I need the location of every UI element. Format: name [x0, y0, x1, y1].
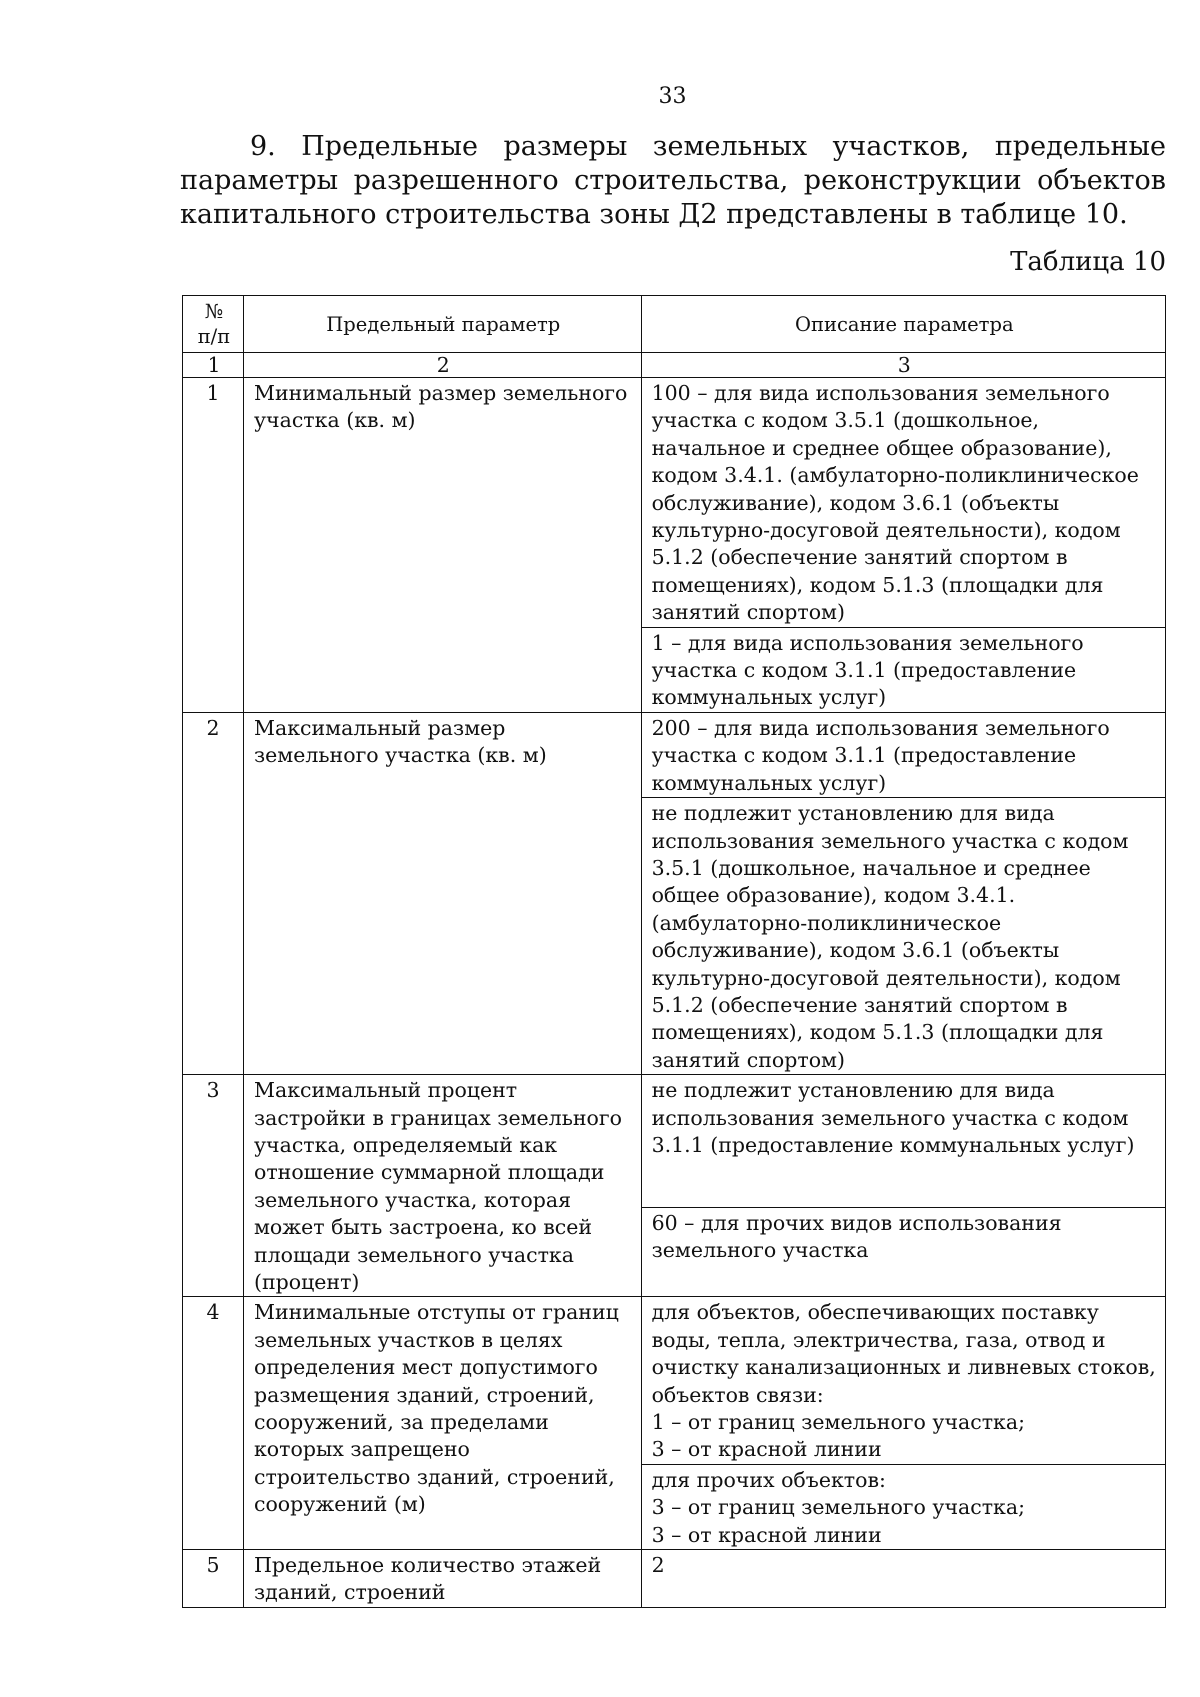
row-description: 60 – для прочих видов использования земельного участка: [641, 1207, 1165, 1297]
row-parameter: Предельное количество этажей зданий, строений: [243, 1550, 641, 1608]
page-number: 33: [658, 84, 687, 109]
column-number-2: 2: [243, 353, 641, 378]
row-description: 200 – для вида использования земельного участка с кодом 3.1.1 (предоставление коммунальных услуг): [641, 712, 1165, 797]
row-parameter: Максимальный процент застройки в границах земельного участка, определяемый как отношение суммарной площади земельного участка, которая может быть застроена, ко всей площади земельного участка (процент): [243, 1075, 641, 1297]
row-description: для прочих объектов: 3 – от границ земельного участка; 3 – от красной линии: [641, 1464, 1165, 1549]
row-description: не подлежит установлению для вида использования земельного участка с кодом 3.5.1 (дошкольное, начальное и среднее общее образование), кодом 3.4.1. (амбулаторно-поликлиническое обслуживание), кодом 3.6.1 (объекты культурно-досуговой деятельности), кодом 5.1.2 (обеспечение занятий спортом в помещениях), кодом 5.1.3 (площадки для занятий спортом): [641, 798, 1165, 1075]
row-description: 100 – для вида использования земельного участка с кодом 3.5.1 (дошкольное, начальное и среднее общее образование), кодом 3.4.1. (амбулаторно-поликлиническое обслуживание), кодом 3.6.1 (объекты культурно-досуговой деятельности), кодом 5.1.2 (обеспечение занятий спортом в помещениях), кодом 5.1.3 (площадки для занятий спортом): [641, 378, 1165, 628]
intro-paragraph: 9. Предельные размеры земельных участков, предельные параметры разрешенного строительства, реконструкции объектов капитального строительства зоны Д2 представлены в таблице 10.: [180, 131, 1166, 230]
row-parameter: Максимальный размер земельного участка (кв. м): [243, 712, 641, 1074]
row-description: 2: [641, 1550, 1165, 1608]
table-row: [183, 1075, 1166, 1207]
header-parameter: Предельный параметр: [243, 296, 641, 353]
table-row: [183, 378, 1166, 628]
table-caption: Таблица 10: [1010, 247, 1166, 277]
header-description: Описание параметра: [641, 296, 1165, 353]
row-number: 5: [183, 1550, 244, 1608]
column-number-1: 1: [183, 353, 244, 378]
column-number-3: 3: [641, 353, 1165, 378]
row-number: 1: [183, 378, 244, 713]
table-row: [183, 1297, 1166, 1464]
row-description: 1 – для вида использования земельного участка с кодом 3.1.1 (предоставление коммунальных услуг): [641, 627, 1165, 712]
row-description: для объектов, обеспечивающих поставку воды, тепла, электричества, газа, отвод и очистку канализационных и ливневых стоков, объектов связи: 1 – от границ земельного участка; 3 – от красной линии: [641, 1297, 1165, 1464]
table-header-row: [183, 296, 1166, 353]
row-number: 4: [183, 1297, 244, 1550]
parameters-table: [182, 295, 1166, 1608]
column-numbers-row: [183, 353, 1166, 378]
table-row: [183, 712, 1166, 797]
header-number: [183, 296, 244, 353]
header-number-label: № п/п: [197, 300, 231, 348]
table-body: [183, 353, 1166, 1608]
row-parameter: Минимальный размер земельного участка (кв. м): [243, 378, 641, 713]
row-description: не подлежит установлению для вида использования земельного участка с кодом 3.1.1 (предоставление коммунальных услуг): [641, 1075, 1165, 1207]
row-number: 3: [183, 1075, 244, 1297]
table-row: [183, 1550, 1166, 1608]
row-parameter: Минимальные отступы от границ земельных участков в целях определения мест допустимого размещения зданий, строений, сооружений, за пределами которых запрещено строительство зданий, строений, сооружений (м): [243, 1297, 641, 1550]
row-number: 2: [183, 712, 244, 1074]
